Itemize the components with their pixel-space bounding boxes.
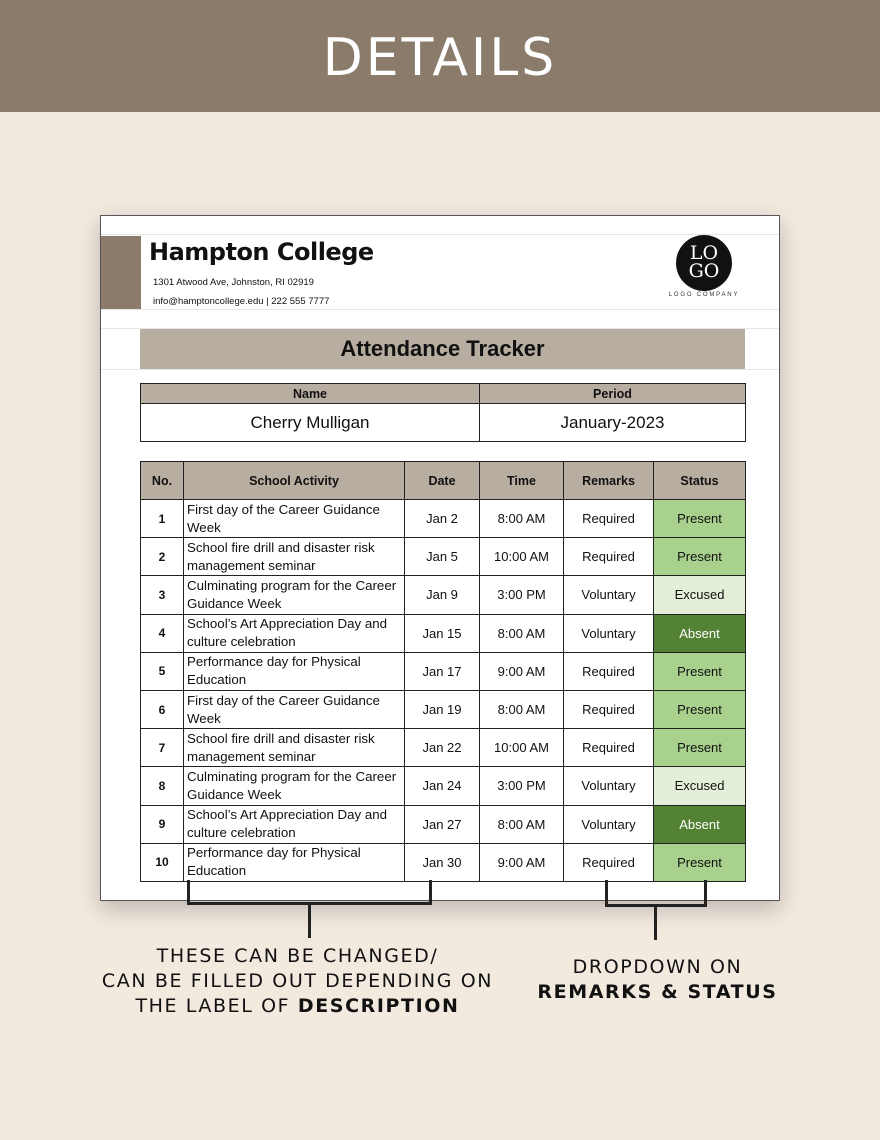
activity-cell[interactable]: Performance day for Physical Education [184, 843, 405, 881]
logo-text-line2: GO [688, 260, 720, 282]
attendance-sheet [100, 215, 780, 901]
row-number: 9 [141, 805, 184, 843]
time-cell[interactable]: 9:00 AM [480, 843, 564, 881]
description-note-line3 [90, 994, 505, 1019]
time-cell[interactable]: 3:00 PM [480, 767, 564, 805]
remarks-dropdown[interactable]: Voluntary [564, 805, 654, 843]
remarks-column-header: Remarks [564, 462, 654, 500]
status-dropdown[interactable]: Present [654, 652, 746, 690]
remarks-dropdown[interactable]: Required [564, 500, 654, 538]
remarks-dropdown[interactable]: Required [564, 843, 654, 881]
activity-column-header: School Activity [184, 462, 405, 500]
date-cell[interactable]: Jan 9 [405, 576, 480, 614]
date-cell[interactable]: Jan 17 [405, 652, 480, 690]
table-row [141, 576, 746, 614]
dropdown-note-line2 [535, 980, 780, 1005]
description-note-prefix: THE LABEL OF [135, 995, 291, 1017]
table-row [141, 652, 746, 690]
dropdown-bracket-stem [654, 906, 657, 940]
brand-accent-bar [101, 236, 141, 309]
time-cell[interactable]: 9:00 AM [480, 652, 564, 690]
description-note-bold: DESCRIPTION [297, 995, 460, 1017]
logo-text-line1: LO [689, 242, 719, 264]
time-cell[interactable]: 8:00 AM [480, 500, 564, 538]
status-dropdown[interactable]: Absent [654, 805, 746, 843]
activity-cell[interactable]: Performance day for Physical Education [184, 652, 405, 690]
row-number: 6 [141, 690, 184, 728]
period-header: Period [480, 384, 746, 404]
dropdown-bracket [605, 880, 707, 907]
remarks-dropdown[interactable]: Required [564, 729, 654, 767]
activity-cell[interactable]: First day of the Career Guidance Week [184, 690, 405, 728]
attendance-table [140, 461, 746, 882]
table-row [141, 690, 746, 728]
time-cell[interactable]: 8:00 AM [480, 690, 564, 728]
date-cell[interactable]: Jan 15 [405, 614, 480, 652]
activity-cell[interactable]: School fire drill and disaster risk management seminar [184, 729, 405, 767]
status-dropdown[interactable]: Present [654, 843, 746, 881]
description-note-line2: CAN BE FILLED OUT DEPENDING ON [101, 970, 494, 992]
table-row [141, 614, 746, 652]
gridline [101, 369, 779, 370]
remarks-dropdown[interactable]: Voluntary [564, 614, 654, 652]
tracker-title: Attendance Tracker [140, 329, 745, 369]
date-cell[interactable]: Jan 5 [405, 538, 480, 576]
status-column-header: Status [654, 462, 746, 500]
logo-caption: LOGO COMPANY [668, 292, 740, 298]
activity-cell[interactable]: First day of the Career Guidance Week [184, 500, 405, 538]
date-cell[interactable]: Jan 24 [405, 767, 480, 805]
row-number: 8 [141, 767, 184, 805]
dropdown-note [535, 955, 780, 1005]
gridline [101, 234, 779, 235]
gridline [101, 309, 779, 310]
dropdown-note-bold: REMARKS & STATUS [537, 981, 778, 1003]
status-dropdown[interactable]: Excused [654, 576, 746, 614]
info-table [140, 383, 746, 442]
remarks-dropdown[interactable]: Voluntary [564, 576, 654, 614]
remarks-dropdown[interactable]: Required [564, 652, 654, 690]
time-cell[interactable]: 10:00 AM [480, 729, 564, 767]
activity-cell[interactable]: School’s Art Appreciation Day and culture celebration [184, 805, 405, 843]
status-dropdown[interactable]: Present [654, 538, 746, 576]
logo-icon [676, 235, 732, 291]
time-column-header: Time [480, 462, 564, 500]
date-cell[interactable]: Jan 19 [405, 690, 480, 728]
status-dropdown[interactable]: Present [654, 500, 746, 538]
status-dropdown[interactable]: Absent [654, 614, 746, 652]
details-banner [0, 0, 880, 112]
date-cell[interactable]: Jan 30 [405, 843, 480, 881]
row-number: 7 [141, 729, 184, 767]
date-cell[interactable]: Jan 22 [405, 729, 480, 767]
status-dropdown[interactable]: Present [654, 729, 746, 767]
row-number: 10 [141, 843, 184, 881]
status-dropdown[interactable]: Present [654, 690, 746, 728]
date-column-header: Date [405, 462, 480, 500]
date-cell[interactable]: Jan 27 [405, 805, 480, 843]
college-contact: info@hamptoncollege.edu | 222 555 7777 [153, 296, 330, 307]
description-note-line1: THESE CAN BE CHANGED/ [156, 945, 439, 967]
description-bracket [187, 880, 432, 905]
table-row [141, 767, 746, 805]
remarks-dropdown[interactable]: Voluntary [564, 767, 654, 805]
time-cell[interactable]: 8:00 AM [480, 614, 564, 652]
activity-cell[interactable]: School’s Art Appreciation Day and culture celebration [184, 614, 405, 652]
activity-cell[interactable]: School fire drill and disaster risk management seminar [184, 538, 405, 576]
period-field[interactable]: January-2023 [480, 404, 746, 442]
college-name: Hampton College [149, 238, 374, 266]
name-field[interactable]: Cherry Mulligan [141, 404, 480, 442]
activity-cell[interactable]: Culminating program for the Career Guidance Week [184, 767, 405, 805]
row-number: 1 [141, 500, 184, 538]
college-address: 1301 Atwood Ave, Johnston, RI 02919 [153, 277, 314, 288]
remarks-dropdown[interactable]: Required [564, 690, 654, 728]
row-number: 4 [141, 614, 184, 652]
remarks-dropdown[interactable]: Required [564, 538, 654, 576]
time-cell[interactable]: 8:00 AM [480, 805, 564, 843]
table-row [141, 805, 746, 843]
dropdown-note-line1: DROPDOWN ON [572, 956, 743, 978]
row-number: 5 [141, 652, 184, 690]
status-dropdown[interactable]: Excused [654, 767, 746, 805]
table-row [141, 538, 746, 576]
time-cell[interactable]: 10:00 AM [480, 538, 564, 576]
table-row [141, 500, 746, 538]
banner-title: DETAILS [322, 28, 558, 88]
description-bracket-stem [308, 904, 311, 938]
table-row [141, 843, 746, 881]
time-cell[interactable]: 3:00 PM [480, 576, 564, 614]
no-column-header: No. [141, 462, 184, 500]
row-number: 3 [141, 576, 184, 614]
description-note [90, 944, 505, 1019]
activity-cell[interactable]: Culminating program for the Career Guidance Week [184, 576, 405, 614]
name-header: Name [141, 384, 480, 404]
row-number: 2 [141, 538, 184, 576]
table-row [141, 729, 746, 767]
date-cell[interactable]: Jan 2 [405, 500, 480, 538]
